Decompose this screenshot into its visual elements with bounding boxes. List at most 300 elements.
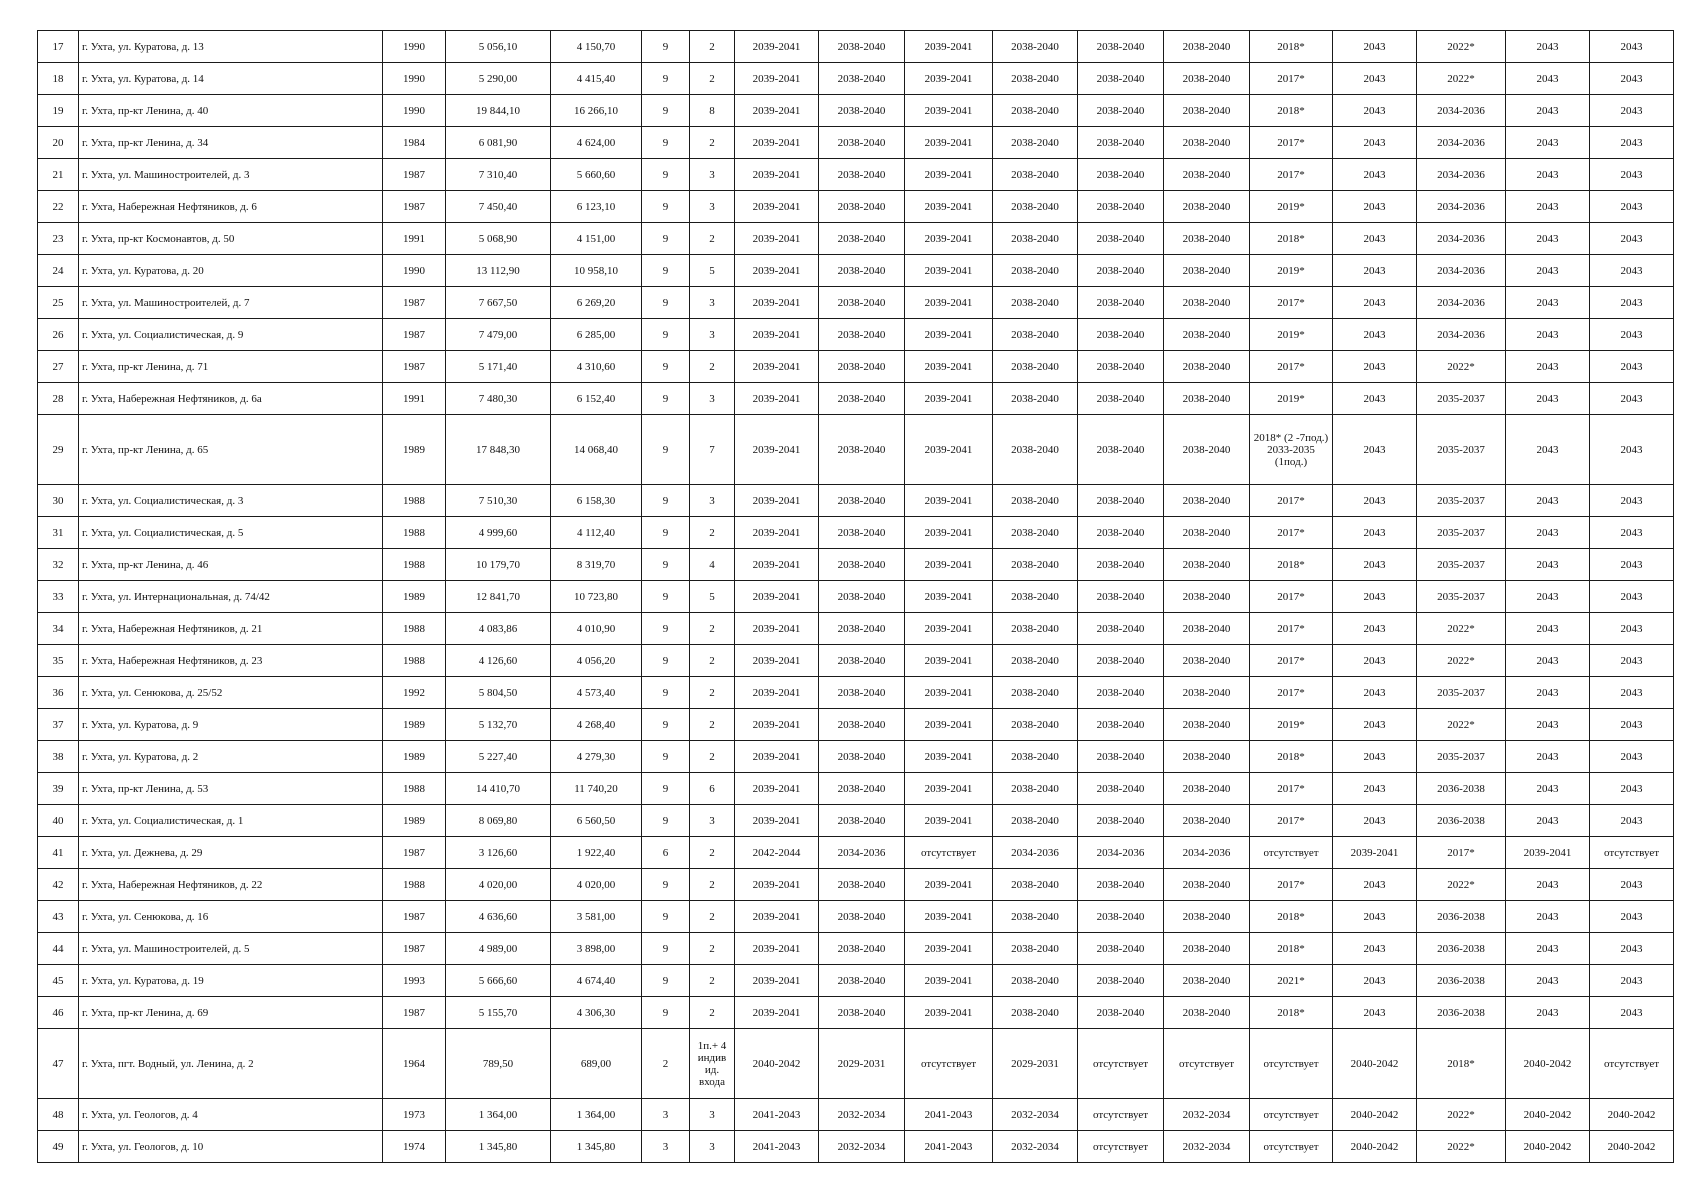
schedule-col-2-cell: 2038-2040	[819, 741, 905, 773]
schedule-col-8-cell: 2039-2041	[1333, 837, 1417, 869]
schedule-col-5-cell: 2038-2040	[1078, 709, 1164, 741]
table-row	[38, 255, 1674, 287]
total-area-cell: 5 804,50	[446, 677, 551, 709]
floors-cell: 9	[642, 287, 690, 319]
total-area-cell: 1 364,00	[446, 1099, 551, 1131]
row-number-cell: 23	[38, 223, 79, 255]
schedule-col-10-cell: 2043	[1506, 677, 1590, 709]
schedule-col-5-cell: 2038-2040	[1078, 517, 1164, 549]
schedule-col-2-cell: 2038-2040	[819, 63, 905, 95]
schedule-col-9-cell: 2034-2036	[1417, 223, 1506, 255]
schedule-col-6-cell: 2038-2040	[1164, 517, 1250, 549]
schedule-col-6-cell: 2038-2040	[1164, 127, 1250, 159]
floors-cell: 3	[642, 1131, 690, 1163]
schedule-col-11-cell: 2043	[1590, 581, 1674, 613]
schedule-col-9-cell: 2035-2037	[1417, 517, 1506, 549]
schedule-col-5-cell: отсутствует	[1078, 1131, 1164, 1163]
schedule-col-7-cell: 2017*	[1250, 63, 1333, 95]
floors-cell: 9	[642, 127, 690, 159]
floors-cell: 9	[642, 997, 690, 1029]
schedule-col-7-cell: 2018*	[1250, 549, 1333, 581]
schedule-col-5-cell: 2038-2040	[1078, 965, 1164, 997]
schedule-col-10-cell: 2043	[1506, 645, 1590, 677]
schedule-col-9-cell: 2018*	[1417, 1029, 1506, 1099]
schedule-col-4-cell: 2038-2040	[993, 159, 1078, 191]
table-body	[38, 31, 1674, 1163]
housing-repair-schedule-table-container	[37, 30, 1674, 1163]
schedule-col-9-cell: 2034-2036	[1417, 287, 1506, 319]
total-area-cell: 14 410,70	[446, 773, 551, 805]
schedule-col-10-cell: 2043	[1506, 223, 1590, 255]
table-row	[38, 869, 1674, 901]
schedule-col-9-cell: 2022*	[1417, 645, 1506, 677]
schedule-col-7-cell: 2018*	[1250, 997, 1333, 1029]
entrances-cell: 2	[690, 223, 735, 255]
schedule-col-4-cell: 2038-2040	[993, 485, 1078, 517]
schedule-col-5-cell: 2038-2040	[1078, 741, 1164, 773]
schedule-col-6-cell: 2038-2040	[1164, 869, 1250, 901]
table-row	[38, 1099, 1674, 1131]
schedule-col-7-cell: 2017*	[1250, 287, 1333, 319]
schedule-col-9-cell: 2035-2037	[1417, 485, 1506, 517]
schedule-col-8-cell: 2043	[1333, 383, 1417, 415]
schedule-col-2-cell: 2038-2040	[819, 613, 905, 645]
schedule-col-7-cell: отсутствует	[1250, 837, 1333, 869]
schedule-col-11-cell: 2043	[1590, 613, 1674, 645]
schedule-col-7-cell: 2021*	[1250, 965, 1333, 997]
schedule-col-6-cell: 2038-2040	[1164, 549, 1250, 581]
schedule-col-3-cell: 2039-2041	[905, 31, 993, 63]
schedule-col-2-cell: 2038-2040	[819, 997, 905, 1029]
row-number-cell: 36	[38, 677, 79, 709]
table-row	[38, 191, 1674, 223]
schedule-col-2-cell: 2038-2040	[819, 581, 905, 613]
schedule-col-11-cell: 2043	[1590, 415, 1674, 485]
floors-cell: 3	[642, 1099, 690, 1131]
total-area-cell: 3 126,60	[446, 837, 551, 869]
schedule-col-6-cell: 2038-2040	[1164, 901, 1250, 933]
schedule-col-4-cell: 2038-2040	[993, 549, 1078, 581]
housing-repair-schedule-table	[37, 30, 1674, 1163]
schedule-col-3-cell: 2039-2041	[905, 255, 993, 287]
schedule-col-10-cell: 2043	[1506, 351, 1590, 383]
address-cell: г. Ухта, ул. Куратова, д. 14	[79, 63, 383, 95]
schedule-col-9-cell: 2022*	[1417, 31, 1506, 63]
total-area-cell: 4 999,60	[446, 517, 551, 549]
schedule-col-6-cell: 2038-2040	[1164, 159, 1250, 191]
table-row	[38, 415, 1674, 485]
total-area-cell: 7 310,40	[446, 159, 551, 191]
floors-cell: 9	[642, 645, 690, 677]
schedule-col-6-cell: 2038-2040	[1164, 223, 1250, 255]
row-number-cell: 40	[38, 805, 79, 837]
schedule-col-9-cell: 2036-2038	[1417, 965, 1506, 997]
schedule-col-8-cell: 2043	[1333, 127, 1417, 159]
schedule-col-3-cell: отсутствует	[905, 1029, 993, 1099]
schedule-col-9-cell: 2035-2037	[1417, 549, 1506, 581]
table-row	[38, 485, 1674, 517]
schedule-col-7-cell: 2017*	[1250, 869, 1333, 901]
row-number-cell: 18	[38, 63, 79, 95]
schedule-col-9-cell: 2022*	[1417, 1131, 1506, 1163]
schedule-col-5-cell: 2038-2040	[1078, 677, 1164, 709]
schedule-col-2-cell: 2038-2040	[819, 773, 905, 805]
entrances-cell: 2	[690, 677, 735, 709]
entrances-cell: 2	[690, 645, 735, 677]
schedule-col-10-cell: 2043	[1506, 517, 1590, 549]
schedule-col-4-cell: 2038-2040	[993, 191, 1078, 223]
floors-cell: 9	[642, 517, 690, 549]
schedule-col-8-cell: 2040-2042	[1333, 1099, 1417, 1131]
schedule-col-4-cell: 2032-2034	[993, 1131, 1078, 1163]
year-built-cell: 1987	[383, 351, 446, 383]
schedule-col-2-cell: 2038-2040	[819, 677, 905, 709]
total-area-cell: 5 290,00	[446, 63, 551, 95]
schedule-col-6-cell: 2032-2034	[1164, 1131, 1250, 1163]
schedule-col-5-cell: 2038-2040	[1078, 31, 1164, 63]
table-row	[38, 677, 1674, 709]
schedule-col-1-cell: 2039-2041	[735, 95, 819, 127]
total-area-cell: 4 126,60	[446, 645, 551, 677]
schedule-col-10-cell: 2040-2042	[1506, 1029, 1590, 1099]
schedule-col-2-cell: 2038-2040	[819, 901, 905, 933]
year-built-cell: 1987	[383, 933, 446, 965]
schedule-col-9-cell: 2034-2036	[1417, 255, 1506, 287]
floors-cell: 9	[642, 95, 690, 127]
schedule-col-10-cell: 2043	[1506, 773, 1590, 805]
schedule-col-4-cell: 2038-2040	[993, 31, 1078, 63]
schedule-col-1-cell: 2039-2041	[735, 965, 819, 997]
schedule-col-10-cell: 2043	[1506, 415, 1590, 485]
schedule-col-9-cell: 2036-2038	[1417, 805, 1506, 837]
schedule-col-10-cell: 2043	[1506, 485, 1590, 517]
living-area-cell: 4 056,20	[551, 645, 642, 677]
year-built-cell: 1991	[383, 383, 446, 415]
schedule-col-3-cell: 2039-2041	[905, 901, 993, 933]
living-area-cell: 1 345,80	[551, 1131, 642, 1163]
schedule-col-5-cell: отсутствует	[1078, 1029, 1164, 1099]
address-cell: г. Ухта, ул. Куратова, д. 2	[79, 741, 383, 773]
row-number-cell: 17	[38, 31, 79, 63]
schedule-col-8-cell: 2043	[1333, 31, 1417, 63]
schedule-col-5-cell: 2038-2040	[1078, 127, 1164, 159]
living-area-cell: 10 958,10	[551, 255, 642, 287]
address-cell: г. Ухта, ул. Сенюкова, д. 25/52	[79, 677, 383, 709]
schedule-col-5-cell: 2038-2040	[1078, 581, 1164, 613]
floors-cell: 9	[642, 709, 690, 741]
schedule-col-11-cell: 2043	[1590, 191, 1674, 223]
schedule-col-2-cell: 2038-2040	[819, 31, 905, 63]
entrances-cell: 2	[690, 933, 735, 965]
schedule-col-4-cell: 2038-2040	[993, 517, 1078, 549]
total-area-cell: 4 020,00	[446, 869, 551, 901]
schedule-col-5-cell: 2038-2040	[1078, 485, 1164, 517]
schedule-col-7-cell: 2018*	[1250, 223, 1333, 255]
schedule-col-10-cell: 2043	[1506, 933, 1590, 965]
schedule-col-6-cell: 2038-2040	[1164, 677, 1250, 709]
table-row	[38, 319, 1674, 351]
schedule-col-10-cell: 2039-2041	[1506, 837, 1590, 869]
living-area-cell: 4 624,00	[551, 127, 642, 159]
floors-cell: 9	[642, 63, 690, 95]
address-cell: г. Ухта, Набережная Нефтяников, д. 23	[79, 645, 383, 677]
schedule-col-3-cell: 2039-2041	[905, 159, 993, 191]
living-area-cell: 8 319,70	[551, 549, 642, 581]
table-row	[38, 159, 1674, 191]
schedule-col-5-cell: 2038-2040	[1078, 319, 1164, 351]
schedule-col-7-cell: 2017*	[1250, 805, 1333, 837]
schedule-col-11-cell: 2043	[1590, 933, 1674, 965]
floors-cell: 9	[642, 933, 690, 965]
schedule-col-11-cell: 2043	[1590, 709, 1674, 741]
address-cell: г. Ухта, пр-кт Ленина, д. 40	[79, 95, 383, 127]
schedule-col-1-cell: 2039-2041	[735, 645, 819, 677]
table-row	[38, 613, 1674, 645]
row-number-cell: 34	[38, 613, 79, 645]
year-built-cell: 1964	[383, 1029, 446, 1099]
schedule-col-11-cell: 2043	[1590, 351, 1674, 383]
schedule-col-9-cell: 2035-2037	[1417, 581, 1506, 613]
row-number-cell: 46	[38, 997, 79, 1029]
total-area-cell: 17 848,30	[446, 415, 551, 485]
schedule-col-11-cell: отсутствует	[1590, 837, 1674, 869]
table-row	[38, 645, 1674, 677]
address-cell: г. Ухта, ул. Куратова, д. 20	[79, 255, 383, 287]
total-area-cell: 789,50	[446, 1029, 551, 1099]
schedule-col-5-cell: 2038-2040	[1078, 933, 1164, 965]
floors-cell: 9	[642, 901, 690, 933]
row-number-cell: 35	[38, 645, 79, 677]
address-cell: г. Ухта, ул. Машиностроителей, д. 5	[79, 933, 383, 965]
table-row	[38, 223, 1674, 255]
schedule-col-9-cell: 2022*	[1417, 351, 1506, 383]
schedule-col-1-cell: 2040-2042	[735, 1029, 819, 1099]
entrances-cell: 2	[690, 741, 735, 773]
schedule-col-7-cell: 2017*	[1250, 159, 1333, 191]
schedule-col-9-cell: 2017*	[1417, 837, 1506, 869]
entrances-cell: 3	[690, 159, 735, 191]
row-number-cell: 30	[38, 485, 79, 517]
schedule-col-10-cell: 2043	[1506, 741, 1590, 773]
address-cell: г. Ухта, ул. Социалистическая, д. 1	[79, 805, 383, 837]
schedule-col-8-cell: 2043	[1333, 709, 1417, 741]
schedule-col-1-cell: 2041-2043	[735, 1131, 819, 1163]
address-cell: г. Ухта, пр-кт Ленина, д. 34	[79, 127, 383, 159]
entrances-cell: 2	[690, 997, 735, 1029]
row-number-cell: 19	[38, 95, 79, 127]
schedule-col-9-cell: 2036-2038	[1417, 997, 1506, 1029]
schedule-col-6-cell: 2038-2040	[1164, 415, 1250, 485]
row-number-cell: 44	[38, 933, 79, 965]
schedule-col-6-cell: 2038-2040	[1164, 773, 1250, 805]
schedule-col-1-cell: 2039-2041	[735, 869, 819, 901]
schedule-col-6-cell: 2038-2040	[1164, 95, 1250, 127]
schedule-col-3-cell: 2039-2041	[905, 383, 993, 415]
table-row	[38, 773, 1674, 805]
total-area-cell: 8 069,80	[446, 805, 551, 837]
schedule-col-10-cell: 2043	[1506, 613, 1590, 645]
schedule-col-8-cell: 2043	[1333, 287, 1417, 319]
schedule-col-11-cell: 2043	[1590, 549, 1674, 581]
schedule-col-1-cell: 2039-2041	[735, 677, 819, 709]
schedule-col-8-cell: 2043	[1333, 191, 1417, 223]
schedule-col-10-cell: 2043	[1506, 549, 1590, 581]
schedule-col-5-cell: 2038-2040	[1078, 773, 1164, 805]
schedule-col-8-cell: 2043	[1333, 255, 1417, 287]
entrances-cell: 3	[690, 1131, 735, 1163]
schedule-col-11-cell: 2040-2042	[1590, 1099, 1674, 1131]
living-area-cell: 10 723,80	[551, 581, 642, 613]
floors-cell: 9	[642, 613, 690, 645]
schedule-col-3-cell: 2041-2043	[905, 1131, 993, 1163]
schedule-col-11-cell: 2043	[1590, 159, 1674, 191]
table-row	[38, 709, 1674, 741]
schedule-col-5-cell: отсутствует	[1078, 1099, 1164, 1131]
schedule-col-9-cell: 2035-2037	[1417, 677, 1506, 709]
schedule-col-9-cell: 2035-2037	[1417, 415, 1506, 485]
schedule-col-6-cell: отсутствует	[1164, 1029, 1250, 1099]
schedule-col-4-cell: 2038-2040	[993, 933, 1078, 965]
schedule-col-5-cell: 2038-2040	[1078, 549, 1164, 581]
entrances-cell: 3	[690, 485, 735, 517]
schedule-col-3-cell: отсутствует	[905, 837, 993, 869]
schedule-col-6-cell: 2038-2040	[1164, 191, 1250, 223]
year-built-cell: 1990	[383, 255, 446, 287]
living-area-cell: 4 112,40	[551, 517, 642, 549]
floors-cell: 2	[642, 1029, 690, 1099]
schedule-col-1-cell: 2039-2041	[735, 31, 819, 63]
schedule-col-2-cell: 2038-2040	[819, 95, 905, 127]
entrances-cell: 3	[690, 383, 735, 415]
entrances-cell: 2	[690, 127, 735, 159]
living-area-cell: 6 560,50	[551, 805, 642, 837]
schedule-col-11-cell: 2043	[1590, 901, 1674, 933]
year-built-cell: 1974	[383, 1131, 446, 1163]
entrances-cell: 2	[690, 351, 735, 383]
schedule-col-1-cell: 2039-2041	[735, 581, 819, 613]
schedule-col-1-cell: 2039-2041	[735, 517, 819, 549]
address-cell: г. Ухта, ул. Куратова, д. 13	[79, 31, 383, 63]
schedule-col-6-cell: 2038-2040	[1164, 319, 1250, 351]
entrances-cell: 3	[690, 319, 735, 351]
schedule-col-8-cell: 2043	[1333, 95, 1417, 127]
year-built-cell: 1988	[383, 869, 446, 901]
entrances-cell: 2	[690, 709, 735, 741]
schedule-col-9-cell: 2034-2036	[1417, 191, 1506, 223]
total-area-cell: 7 510,30	[446, 485, 551, 517]
schedule-col-3-cell: 2039-2041	[905, 351, 993, 383]
schedule-col-7-cell: 2017*	[1250, 613, 1333, 645]
schedule-col-9-cell: 2034-2036	[1417, 127, 1506, 159]
living-area-cell: 6 285,00	[551, 319, 642, 351]
address-cell: г. Ухта, пгт. Водный, ул. Ленина, д. 2	[79, 1029, 383, 1099]
schedule-col-5-cell: 2038-2040	[1078, 159, 1164, 191]
schedule-col-5-cell: 2038-2040	[1078, 351, 1164, 383]
total-area-cell: 7 667,50	[446, 287, 551, 319]
total-area-cell: 7 450,40	[446, 191, 551, 223]
entrances-cell: 8	[690, 95, 735, 127]
year-built-cell: 1992	[383, 677, 446, 709]
floors-cell: 9	[642, 255, 690, 287]
schedule-col-10-cell: 2043	[1506, 191, 1590, 223]
total-area-cell: 5 132,70	[446, 709, 551, 741]
schedule-col-1-cell: 2039-2041	[735, 549, 819, 581]
schedule-col-4-cell: 2029-2031	[993, 1029, 1078, 1099]
schedule-col-1-cell: 2039-2041	[735, 933, 819, 965]
row-number-cell: 25	[38, 287, 79, 319]
address-cell: г. Ухта, Набережная Нефтяников, д. 6	[79, 191, 383, 223]
schedule-col-3-cell: 2039-2041	[905, 997, 993, 1029]
year-built-cell: 1989	[383, 805, 446, 837]
schedule-col-8-cell: 2043	[1333, 997, 1417, 1029]
schedule-col-5-cell: 2038-2040	[1078, 997, 1164, 1029]
schedule-col-2-cell: 2038-2040	[819, 645, 905, 677]
entrances-cell: 2	[690, 965, 735, 997]
year-built-cell: 1990	[383, 95, 446, 127]
year-built-cell: 1988	[383, 613, 446, 645]
schedule-col-10-cell: 2043	[1506, 965, 1590, 997]
schedule-col-1-cell: 2039-2041	[735, 127, 819, 159]
schedule-col-6-cell: 2038-2040	[1164, 933, 1250, 965]
schedule-col-8-cell: 2043	[1333, 645, 1417, 677]
schedule-col-1-cell: 2039-2041	[735, 383, 819, 415]
schedule-col-7-cell: 2018*	[1250, 901, 1333, 933]
schedule-col-4-cell: 2038-2040	[993, 581, 1078, 613]
schedule-col-4-cell: 2038-2040	[993, 415, 1078, 485]
address-cell: г. Ухта, Набережная Нефтяников, д. 6а	[79, 383, 383, 415]
schedule-col-4-cell: 2034-2036	[993, 837, 1078, 869]
row-number-cell: 29	[38, 415, 79, 485]
table-row	[38, 805, 1674, 837]
schedule-col-7-cell: 2017*	[1250, 127, 1333, 159]
schedule-col-10-cell: 2043	[1506, 287, 1590, 319]
schedule-col-7-cell: отсутствует	[1250, 1131, 1333, 1163]
schedule-col-5-cell: 2038-2040	[1078, 383, 1164, 415]
schedule-col-4-cell: 2038-2040	[993, 255, 1078, 287]
entrances-cell: 3	[690, 1099, 735, 1131]
floors-cell: 9	[642, 383, 690, 415]
schedule-col-7-cell: 2019*	[1250, 383, 1333, 415]
schedule-col-3-cell: 2039-2041	[905, 933, 993, 965]
schedule-col-8-cell: 2043	[1333, 549, 1417, 581]
schedule-col-1-cell: 2039-2041	[735, 191, 819, 223]
schedule-col-6-cell: 2038-2040	[1164, 645, 1250, 677]
schedule-col-6-cell: 2038-2040	[1164, 997, 1250, 1029]
schedule-col-9-cell: 2034-2036	[1417, 159, 1506, 191]
schedule-col-11-cell: 2040-2042	[1590, 1131, 1674, 1163]
schedule-col-11-cell: 2043	[1590, 677, 1674, 709]
row-number-cell: 31	[38, 517, 79, 549]
year-built-cell: 1990	[383, 31, 446, 63]
schedule-col-5-cell: 2038-2040	[1078, 613, 1164, 645]
schedule-col-4-cell: 2038-2040	[993, 95, 1078, 127]
schedule-col-7-cell: 2017*	[1250, 773, 1333, 805]
schedule-col-8-cell: 2043	[1333, 613, 1417, 645]
floors-cell: 9	[642, 415, 690, 485]
schedule-col-2-cell: 2038-2040	[819, 319, 905, 351]
schedule-col-9-cell: 2036-2038	[1417, 773, 1506, 805]
floors-cell: 9	[642, 581, 690, 613]
year-built-cell: 1988	[383, 645, 446, 677]
schedule-col-5-cell: 2038-2040	[1078, 191, 1164, 223]
schedule-col-3-cell: 2039-2041	[905, 709, 993, 741]
table-row	[38, 581, 1674, 613]
total-area-cell: 7 480,30	[446, 383, 551, 415]
row-number-cell: 42	[38, 869, 79, 901]
schedule-col-8-cell: 2040-2042	[1333, 1131, 1417, 1163]
schedule-col-7-cell: отсутствует	[1250, 1099, 1333, 1131]
floors-cell: 9	[642, 485, 690, 517]
